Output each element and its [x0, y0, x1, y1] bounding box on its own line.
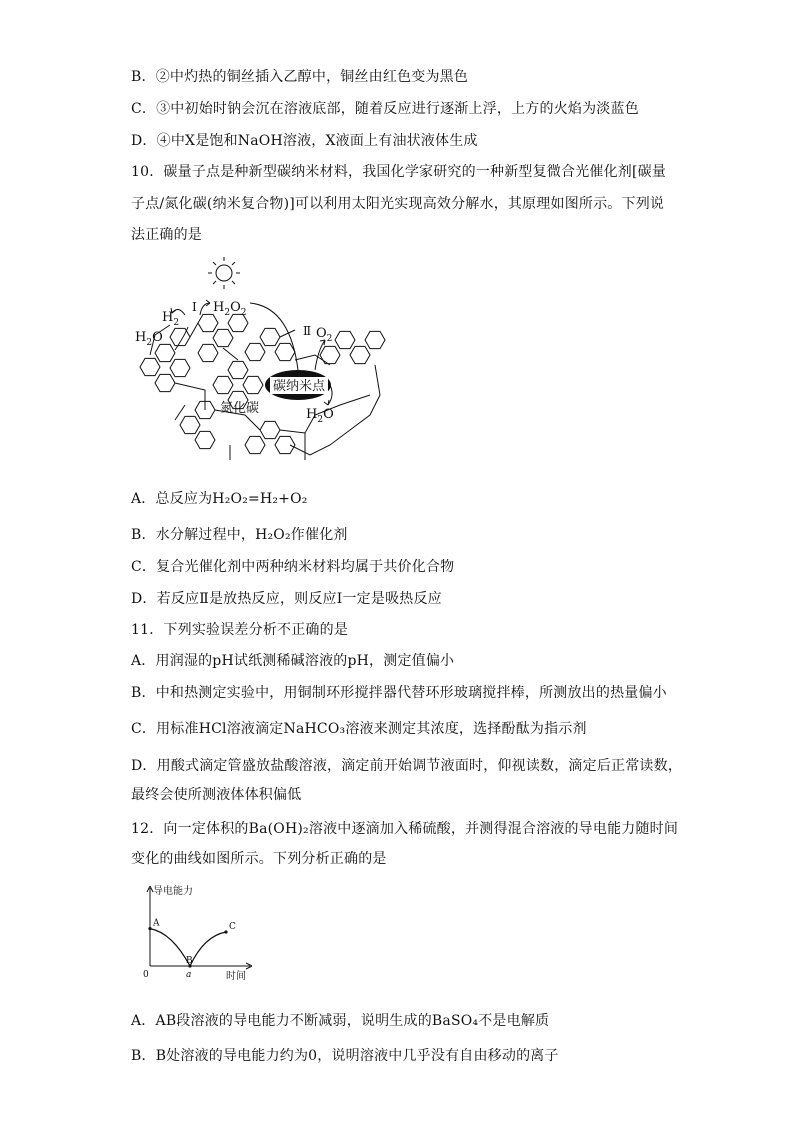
svg-text:H2O2: $H_2O_2$ — [213, 300, 247, 318]
q10-option-b: B．水分解过程中，H₂O₂作催化剂 — [131, 527, 348, 543]
q10-stem-line3: 法正确的是 — [131, 227, 202, 243]
q11-option-c: C．用标准HCl溶液滴定NaHCO₃溶液来测定其浓度，选择酚酞为指示剂 — [131, 721, 587, 737]
reaction-ii-label: Ⅱ — [303, 324, 312, 338]
q9-option-d: D．④中X是饱和NaOH溶液，X液面上有油状液体生成 — [131, 133, 478, 149]
q9-option-b: B．②中灼热的铜丝插入乙醇中，铜丝由红色变为黑色 — [131, 69, 469, 85]
q10-option-a: A．总反应为H₂O₂=H₂+O₂ — [131, 491, 308, 507]
point-label-C: C — [229, 922, 236, 932]
q9-option-c: C．③中初始时钠会沉在溶液底部，随着反应进行逐渐上浮，上方的火焰为淡蓝色 — [131, 101, 639, 117]
q11-option-a: A．用润湿的pH试纸测稀碱溶液的pH，测定值偏小 — [131, 653, 455, 669]
q11-stem: 11．下列实验误差分析不正确的是 — [131, 622, 349, 638]
q12-option-b: B．B处溶液的导电能力约为0，说明溶液中几乎没有自由移动的离子 — [131, 1048, 559, 1064]
carbon-nanodot-label: 碳纳米点 — [272, 379, 326, 394]
q10-option-c: C．复合光催化剂中两种纳米材料均属于共价化合物 — [131, 559, 455, 575]
point-A — [148, 927, 151, 930]
sun-icon — [208, 257, 240, 289]
y-axis-label: 导电能力 — [153, 886, 193, 897]
x-tick-label-a: a — [186, 970, 192, 980]
q11-option-b: B．中和热测定实验中，用铜制环形搅拌器代替环形玻璃搅拌棒，所测放出的热量偏小 — [131, 685, 667, 701]
svg-text:H2O: $H_2O$ — [135, 330, 163, 348]
point-label-A: A — [153, 918, 160, 929]
q11-option-d-line1: D．用酸式滴定管盛放盐酸溶液，滴定前开始调节液面时，仰视读数，滴定后正常读数， — [131, 758, 683, 774]
point-label-B: B — [186, 956, 193, 966]
x-axis-label: 时间 — [226, 971, 246, 982]
q12-option-a: A．AB段溶液的导电能力不断减弱，说明生成的BaSO₄不是电解质 — [131, 1013, 550, 1029]
svg-text:H2O: $H_2O$ — [306, 407, 334, 425]
svg-text:H2: $H_2$ — [162, 310, 180, 328]
q10-option-d: D．若反应Ⅱ是放热反应，则反应Ⅰ一定是吸热反应 — [131, 591, 442, 607]
carbon-nitride-network — [140, 314, 385, 460]
reaction-i-arrow — [172, 309, 185, 315]
q12-stem-line1: 12．向一定体积的Ba(OH)₂溶液中逐滴加入稀硫酸，并测得混合溶液的导电能力随时间 — [131, 821, 679, 837]
q12-stem-line2: 变化的曲线如图所示。下列分析正确的是 — [131, 851, 387, 867]
carbon-nitride-label: 氮化碳 — [220, 401, 260, 416]
q11-option-d-line2: 最终会使所测液体体积偏低 — [131, 787, 302, 803]
q10-stem-line2: 子点/氮化碳(纳米复合物)]可以利用太阳光实现高效分解水，其原理如图所示。下列说 — [131, 196, 665, 212]
reaction-i-to-h2o2-arrow — [200, 303, 210, 315]
origin-label: 0 — [143, 970, 149, 980]
point-C — [224, 930, 227, 933]
q10-stem-line1: 10．碳量子点是种新型碳纳米材料，我国化学家研究的一种新型复微合光催化剂[碳量 — [131, 164, 667, 180]
svg-text:O2: $O_2$ — [316, 326, 333, 344]
q10-photocatalyst-figure — [130, 255, 400, 470]
q12-conductivity-chart — [138, 882, 258, 982]
reaction-i-label: I — [192, 300, 197, 314]
